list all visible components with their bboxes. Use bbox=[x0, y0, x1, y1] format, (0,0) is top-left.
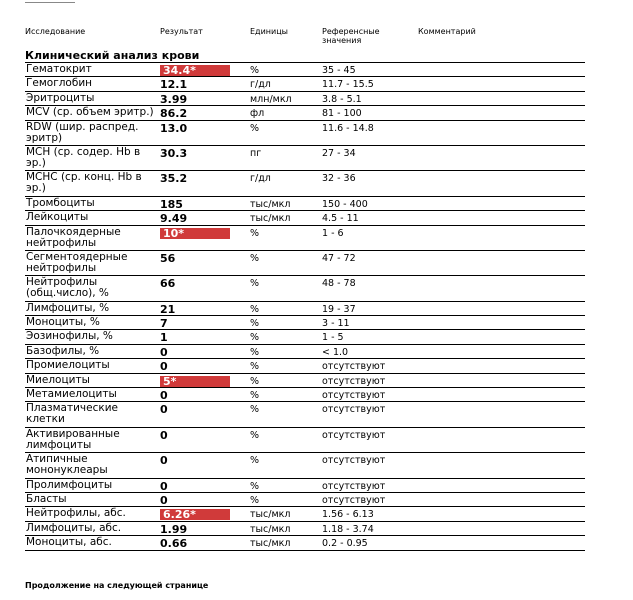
table-row bbox=[25, 226, 585, 251]
row-reference: отсутствуют bbox=[322, 494, 386, 506]
table-row bbox=[25, 302, 585, 316]
row-units: % bbox=[250, 361, 260, 373]
row-result: 66 bbox=[160, 277, 176, 291]
row-test-name: MCH (ср. содер. Hb в эр.) bbox=[26, 145, 141, 169]
row-units: тыс/мкл bbox=[250, 523, 291, 535]
continuation-note: Продолжение на следующей странице bbox=[25, 581, 209, 590]
table-row bbox=[25, 77, 585, 91]
row-units: % bbox=[250, 278, 260, 290]
table-row bbox=[25, 507, 585, 521]
table-row bbox=[25, 522, 585, 536]
header-reference: Референсные значения bbox=[322, 27, 380, 45]
row-test-name: Сегментоядерные нейтрофилы bbox=[26, 250, 128, 274]
header-units: Единицы bbox=[250, 27, 288, 36]
row-reference: отсутствуют bbox=[322, 455, 386, 467]
row-reference: 150 - 400 bbox=[322, 198, 368, 210]
table-header bbox=[0, 27, 633, 49]
table-row bbox=[25, 63, 585, 77]
row-reference: отсутствуют bbox=[322, 429, 386, 441]
table-row bbox=[25, 345, 585, 359]
row-reference: 3 - 11 bbox=[322, 318, 350, 330]
row-test-name: Плазматические клетки bbox=[26, 402, 118, 426]
row-test-name: Гематокрит bbox=[26, 63, 92, 75]
row-reference: 0.2 - 0.95 bbox=[322, 538, 368, 550]
row-units: г/дл bbox=[250, 79, 271, 91]
row-test-name: Нейтрофилы, абс. bbox=[26, 507, 126, 520]
row-test-name: Палочкоядерные нейтрофилы bbox=[26, 225, 121, 249]
table-row bbox=[25, 197, 585, 211]
page-fragment-top bbox=[25, 0, 75, 3]
row-result: 35.2 bbox=[160, 172, 188, 186]
row-units: тыс/мкл bbox=[250, 198, 291, 210]
row-units: % bbox=[250, 227, 260, 239]
row-result: 0 bbox=[160, 345, 168, 359]
row-test-name: Моноциты, абс. bbox=[26, 536, 112, 549]
row-reference: 27 - 34 bbox=[322, 147, 356, 159]
row-units: % bbox=[250, 404, 260, 416]
row-result: 185 bbox=[160, 197, 183, 211]
row-reference: 48 - 78 bbox=[322, 278, 356, 290]
table-row bbox=[25, 493, 585, 507]
table-row bbox=[25, 276, 585, 301]
row-reference: отсутствуют bbox=[322, 480, 386, 492]
row-result: 0 bbox=[160, 454, 168, 468]
row-units: % bbox=[250, 332, 260, 344]
row-units: % bbox=[250, 303, 260, 315]
row-reference: < 1.0 bbox=[322, 346, 349, 358]
header-investigation: Исследование bbox=[25, 27, 86, 36]
table-row bbox=[25, 211, 585, 225]
table-row bbox=[25, 330, 585, 344]
row-reference: 35 - 45 bbox=[322, 65, 356, 76]
header-comment: Комментарий bbox=[418, 27, 476, 36]
row-result-flagged: 5* bbox=[160, 376, 230, 387]
row-result: 0 bbox=[160, 479, 168, 493]
row-test-name: Эритроциты bbox=[26, 91, 95, 104]
table-row bbox=[25, 359, 585, 373]
row-test-name: Миелоциты bbox=[26, 373, 90, 386]
row-result: 0.66 bbox=[160, 537, 188, 551]
row-result: 0 bbox=[160, 389, 168, 403]
row-reference: отсутствуют bbox=[322, 404, 386, 416]
row-result: 1.99 bbox=[160, 522, 188, 536]
row-result: 7 bbox=[160, 317, 168, 331]
row-test-name: Эозинофилы, % bbox=[26, 330, 113, 343]
row-units: пг bbox=[250, 147, 262, 159]
row-test-name: Активированные лимфоциты bbox=[26, 427, 120, 451]
row-test-name: Лейкоциты bbox=[26, 211, 89, 224]
row-reference: 32 - 36 bbox=[322, 173, 356, 185]
row-test-name: Пролимфоциты bbox=[26, 478, 113, 491]
table-row bbox=[25, 428, 585, 453]
row-test-name: MCHC (ср. конц. Hb в эр.) bbox=[26, 171, 142, 195]
table-row bbox=[25, 453, 585, 478]
row-reference: отсутствуют bbox=[322, 375, 386, 387]
row-reference: 47 - 72 bbox=[322, 252, 356, 264]
table-row bbox=[25, 171, 585, 196]
row-result: 12.1 bbox=[160, 78, 188, 92]
row-units: % bbox=[250, 390, 260, 402]
row-units: % bbox=[250, 375, 260, 387]
row-result: 0 bbox=[160, 403, 168, 417]
row-units: % bbox=[250, 122, 260, 134]
table-row bbox=[25, 146, 585, 171]
row-test-name: Бласты bbox=[26, 492, 67, 505]
row-units: % bbox=[250, 252, 260, 264]
row-reference: 11.7 - 15.5 bbox=[322, 79, 374, 91]
row-result-flagged: 6.26* bbox=[160, 509, 230, 520]
results-table bbox=[25, 62, 585, 551]
row-units: % bbox=[250, 494, 260, 506]
row-result: 0 bbox=[160, 360, 168, 374]
row-result: 0 bbox=[160, 493, 168, 507]
row-reference: 1.18 - 3.74 bbox=[322, 523, 374, 535]
row-reference: 1 - 6 bbox=[322, 227, 344, 239]
row-reference: 1.56 - 6.13 bbox=[322, 509, 374, 521]
row-result: 56 bbox=[160, 251, 176, 265]
row-test-name: Промиелоциты bbox=[26, 359, 110, 372]
row-test-name: Лимфоциты, % bbox=[26, 301, 110, 314]
row-units: млн/мкл bbox=[250, 93, 292, 105]
table-row bbox=[25, 479, 585, 493]
row-test-name: Метамиелоциты bbox=[26, 388, 117, 401]
row-test-name: Нейтрофилы (общ.число), % bbox=[26, 276, 109, 300]
row-units: тыс/мкл bbox=[250, 213, 291, 225]
row-reference: 4.5 - 11 bbox=[322, 213, 359, 225]
row-reference: 81 - 100 bbox=[322, 108, 362, 120]
header-result: Результат bbox=[160, 27, 203, 36]
table-row bbox=[25, 316, 585, 330]
row-result: 21 bbox=[160, 302, 176, 316]
table-row bbox=[25, 388, 585, 402]
row-units: тыс/мкл bbox=[250, 538, 291, 550]
row-test-name: Моноциты, % bbox=[26, 316, 100, 329]
row-reference: отсутствуют bbox=[322, 361, 386, 373]
row-result: 86.2 bbox=[160, 107, 188, 121]
row-units: % bbox=[250, 455, 260, 467]
row-units: г/дл bbox=[250, 173, 271, 185]
row-result-flagged: 10* bbox=[160, 228, 230, 239]
table-row bbox=[25, 374, 585, 388]
row-reference: 3.8 - 5.1 bbox=[322, 93, 362, 105]
row-result: 1 bbox=[160, 331, 168, 345]
row-test-name: MCV (ср. объем эритр.) bbox=[26, 106, 154, 119]
row-test-name: Гемоглобин bbox=[26, 77, 93, 90]
row-reference: отсутствуют bbox=[322, 390, 386, 402]
row-units: % bbox=[250, 346, 260, 358]
row-test-name: Тромбоциты bbox=[26, 196, 95, 209]
row-result: 3.99 bbox=[160, 92, 188, 106]
table-row bbox=[25, 106, 585, 120]
row-result-flagged: 34.4* bbox=[160, 65, 230, 76]
row-units: % bbox=[250, 480, 260, 492]
row-result: 13.0 bbox=[160, 121, 188, 135]
row-units: % bbox=[250, 429, 260, 441]
section-title: Клинический анализ крови bbox=[25, 49, 200, 62]
row-result: 0 bbox=[160, 428, 168, 442]
row-units: % bbox=[250, 65, 260, 76]
table-row bbox=[25, 92, 585, 106]
row-test-name: RDW (шир. распред. эритр) bbox=[26, 120, 139, 144]
row-reference: 1 - 5 bbox=[322, 332, 344, 344]
row-test-name: Атипичные мононуклеары bbox=[26, 453, 108, 477]
table-row bbox=[25, 536, 585, 550]
row-units: фл bbox=[250, 108, 265, 120]
row-test-name: Базофилы, % bbox=[26, 344, 100, 357]
table-row bbox=[25, 251, 585, 276]
row-test-name: Лимфоциты, абс. bbox=[26, 521, 122, 534]
row-units: % bbox=[250, 318, 260, 330]
row-units: тыс/мкл bbox=[250, 509, 291, 521]
row-reference: 19 - 37 bbox=[322, 303, 356, 315]
row-result: 9.49 bbox=[160, 212, 188, 226]
row-reference: 11.6 - 14.8 bbox=[322, 122, 374, 134]
row-result: 30.3 bbox=[160, 146, 188, 160]
table-row bbox=[25, 402, 585, 427]
table-row bbox=[25, 121, 585, 146]
